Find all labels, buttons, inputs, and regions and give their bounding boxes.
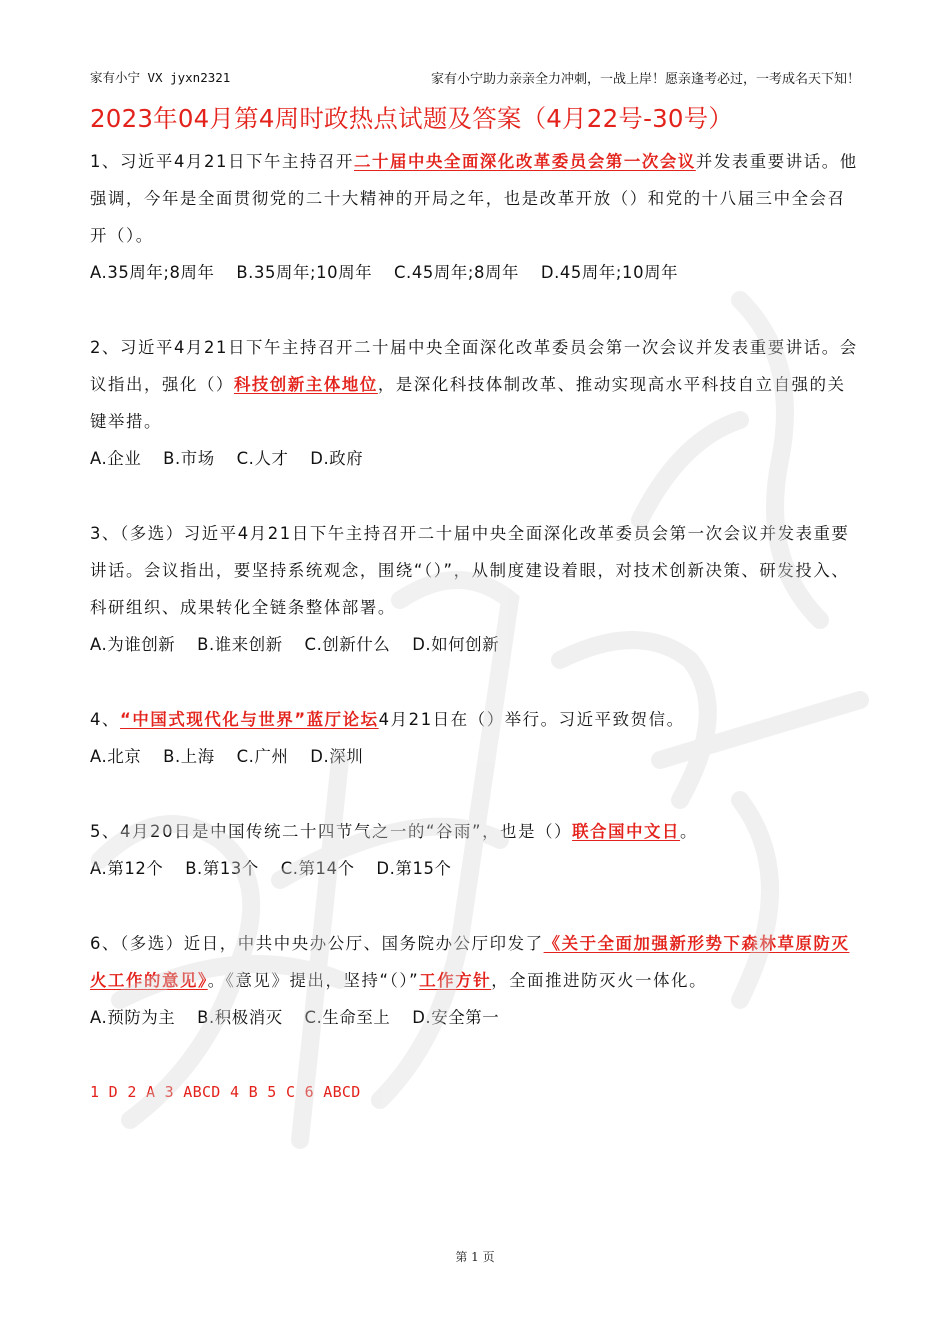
option-d: D.如何创新 bbox=[412, 635, 500, 654]
question-text: 3、（多选）习近平4月21日下午主持召开二十届中央全面深化改革委员会第一次会议并发表重要讲话。会议指出，要坚持系统观念，围绕“（）”，从制度建设着眼，对技术创新决策、研发投入、科研组织、成果转化全链条整体部署。 bbox=[90, 524, 850, 617]
question-text-pre: 1、习近平4月21日下午主持召开 bbox=[90, 152, 354, 171]
option-a: A.35周年;8周年 bbox=[90, 263, 215, 282]
highlight-text: “中国式现代化与世界”蓝厅论坛 bbox=[120, 710, 379, 729]
option-a: A.预防为主 bbox=[90, 1008, 176, 1027]
option-a: A.第12个 bbox=[90, 859, 164, 878]
highlight-text: 联合国中文日 bbox=[572, 822, 681, 841]
options-row bbox=[90, 738, 862, 775]
options-row bbox=[90, 254, 862, 291]
question-text-post: 。 bbox=[680, 822, 699, 841]
option-a: A.北京 bbox=[90, 747, 142, 766]
question-text bbox=[90, 813, 862, 850]
question-text-mid: 。《意见》提出，坚持“（）” bbox=[207, 971, 420, 990]
option-c: C.广州 bbox=[236, 747, 289, 766]
option-c: C.创新什么 bbox=[304, 635, 391, 654]
question-text-pre: 5、4月20日是中国传统二十四节气之一的“谷雨”，也是（） bbox=[90, 822, 573, 841]
question-3 bbox=[90, 515, 862, 663]
option-b: B.市场 bbox=[163, 449, 215, 468]
option-b: B.上海 bbox=[163, 747, 215, 766]
question-text bbox=[90, 701, 862, 738]
option-b: B.35周年;10周年 bbox=[236, 263, 373, 282]
question-text bbox=[90, 329, 862, 440]
question-text-post: 并发表重要讲话。他强调，今年是全面贯彻党的二十大精神的开局之年，也是改革开放（）和党的十八届三中全会召开（）。 bbox=[90, 152, 858, 245]
question-1 bbox=[90, 143, 862, 291]
highlight-text: 《关于全面加强新形势下森林草原防灭火工作的意见》 bbox=[90, 934, 850, 990]
document-body bbox=[90, 143, 862, 1111]
question-text-pre: 4、 bbox=[90, 710, 121, 729]
option-a: A.为谁创新 bbox=[90, 635, 176, 654]
highlight-text: 工作方针 bbox=[419, 971, 492, 990]
option-d: D.第15个 bbox=[376, 859, 452, 878]
question-text-pre: 2、习近平4月21日下午主持召开二十届中央全面深化改革委员会第一次会议并发表重要讲话。会议指出，强化（） bbox=[90, 338, 858, 394]
option-d: D.深圳 bbox=[310, 747, 364, 766]
option-c: C.45周年;8周年 bbox=[394, 263, 520, 282]
header-right: 家有小宁助力亲亲全力冲刺，一战上岸！愿亲逢考必过，一考成名天下知！ bbox=[430, 72, 860, 87]
question-text-pre: 6、（多选）近日，中共中央办公厅、国务院办公厅印发了 bbox=[90, 934, 544, 953]
options-row bbox=[90, 850, 862, 887]
question-text-post: ，是深化科技体制改革、推动实现高水平科技自立自强的关键举措。 bbox=[90, 375, 846, 431]
highlight-text: 二十届中央全面深化改革委员会第一次会议 bbox=[354, 152, 696, 171]
question-text bbox=[90, 143, 862, 254]
question-2 bbox=[90, 329, 862, 477]
question-text-post: 4月21日在（）举行。习近平致贺信。 bbox=[378, 710, 685, 729]
highlight-text: 科技创新主体地位 bbox=[233, 375, 378, 394]
header-left: 家有小宁 VX jyxn2321 bbox=[90, 70, 231, 85]
question-text-post: ，全面推进防灭火一体化。 bbox=[491, 971, 708, 990]
page-header bbox=[90, 68, 860, 88]
option-c: C.生命至上 bbox=[304, 1008, 391, 1027]
question-text bbox=[90, 925, 862, 999]
answer-key: 1 D 2 A 3 ABCD 4 B 5 C 6 ABCD bbox=[90, 1083, 361, 1101]
option-c: C.人才 bbox=[236, 449, 289, 468]
page-number: 第 1 页 bbox=[455, 1250, 495, 1264]
option-a: A.企业 bbox=[90, 449, 142, 468]
option-b: B.谁来创新 bbox=[197, 635, 283, 654]
options-row bbox=[90, 440, 862, 477]
question-6 bbox=[90, 925, 862, 1036]
option-b: B.第13个 bbox=[185, 859, 259, 878]
option-d: D.安全第一 bbox=[412, 1008, 500, 1027]
question-5 bbox=[90, 813, 862, 887]
option-b: B.积极消灭 bbox=[197, 1008, 283, 1027]
options-row bbox=[90, 626, 862, 663]
option-d: D.政府 bbox=[310, 449, 364, 468]
options-row bbox=[90, 999, 862, 1036]
option-d: D.45周年;10周年 bbox=[540, 263, 679, 282]
question-4 bbox=[90, 701, 862, 775]
page-title: 2023年04月第4周时政热点试题及答案（4月22号-30号） bbox=[90, 104, 734, 133]
option-c: C.第14个 bbox=[280, 859, 355, 878]
